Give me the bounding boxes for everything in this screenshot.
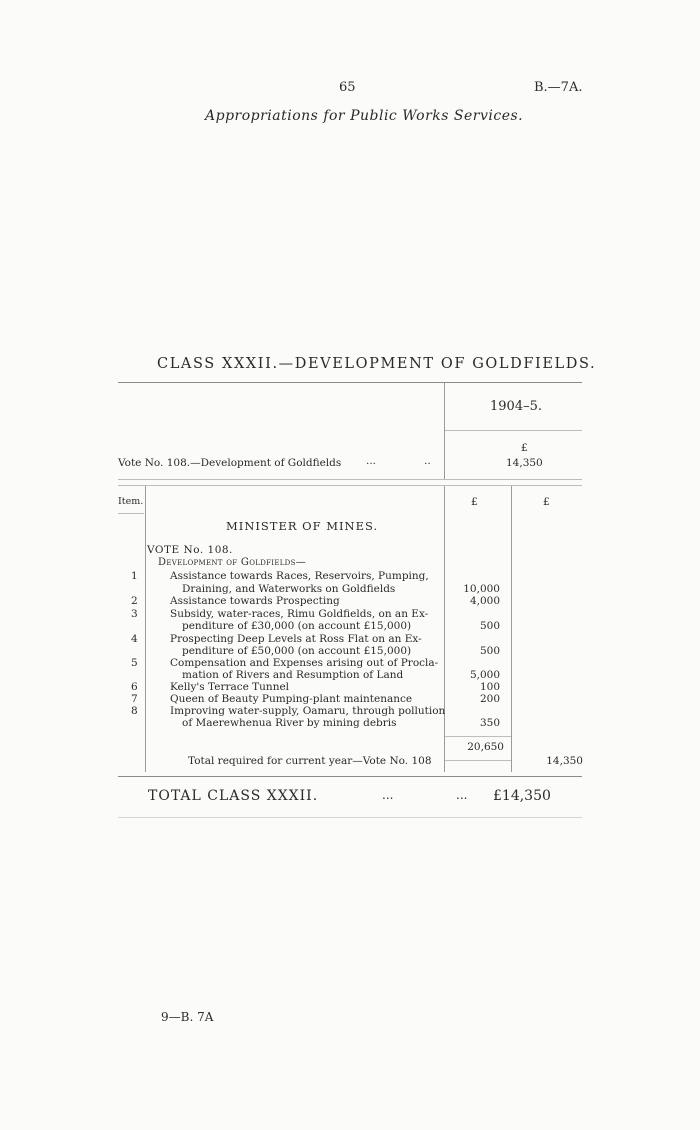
item-amount: 500 <box>479 645 500 657</box>
leader-dots: ... <box>382 788 394 802</box>
subheading: Development of Goldfields— <box>158 557 306 568</box>
item-column-divider <box>145 486 146 772</box>
item-description: Compensation and Expenses arising out of Procla- <box>170 657 439 669</box>
minister-heading: MINISTER OF MINES. <box>226 519 379 533</box>
leader-dots: ... <box>366 455 377 467</box>
grand-total-top-rule <box>118 776 582 777</box>
item-description: Draining, and Waterworks on Goldfields <box>182 583 396 595</box>
vote-108-amount: 14,350 <box>506 457 543 469</box>
total-required-amount: 14,350 <box>546 755 583 767</box>
summary-bottom-rule <box>118 479 582 480</box>
item-description: Prospecting Deep Levels at Ross Flat on an Ex- <box>170 633 422 645</box>
class-heading: CLASS XXXII.—DEVELOPMENT OF GOLDFIELDS. <box>157 356 597 372</box>
subtotal-amount: 20,650 <box>467 741 504 753</box>
item-amount: 350 <box>479 717 500 729</box>
summary-column-divider <box>444 383 445 479</box>
leader-dots: .. <box>424 455 431 467</box>
item-amount: 10,000 <box>463 583 500 595</box>
printer-signature: 9—B. 7A <box>161 1010 214 1024</box>
amount-column-header: £ <box>471 496 478 508</box>
item-description: Assistance towards Races, Reservoirs, Pumping, <box>170 570 429 582</box>
item-number: 3 <box>131 608 138 620</box>
page-number: 65 <box>339 80 356 95</box>
item-amount: 4,000 <box>469 595 500 607</box>
leader-dots: ... <box>456 788 468 802</box>
item-number: 1 <box>131 570 138 582</box>
item-column-header: Item. <box>118 496 144 507</box>
detail-top-rule <box>118 485 582 486</box>
page-title: Appropriations for Public Works Services. <box>205 108 524 124</box>
summary-year-header: 1904–5. <box>490 399 542 414</box>
item-number: 8 <box>131 705 138 717</box>
amount-column-divider <box>444 486 445 772</box>
total-required-label: Total required for current year—Vote No. 108 <box>188 755 432 767</box>
item-amount: 200 <box>479 693 500 705</box>
item-description: Kelly's Terrace Tunnel <box>170 681 290 693</box>
total-column-header: £ <box>543 496 550 508</box>
item-number: 2 <box>131 595 138 607</box>
item-number: 5 <box>131 657 138 669</box>
summary-currency: £ <box>521 442 528 454</box>
item-description: of Maerewhenua River by mining debris <box>182 717 397 729</box>
vote-108-label: Vote No. 108.—Development of Goldfields <box>118 457 342 469</box>
item-description: mation of Rivers and Resumption of Land <box>182 669 404 681</box>
item-number: 6 <box>131 681 138 693</box>
grand-total-amount: £14,350 <box>493 788 551 804</box>
subtotal-rule <box>445 736 511 737</box>
item-description: Assistance towards Prospecting <box>170 595 340 607</box>
item-amount: 100 <box>479 681 500 693</box>
item-number: 7 <box>131 693 138 705</box>
item-description: penditure of £50,000 (on account £15,000) <box>182 645 412 657</box>
total-column-divider <box>511 486 512 772</box>
grand-total-label: TOTAL CLASS XXXII. <box>148 788 319 804</box>
item-description: penditure of £30,000 (on account £15,000) <box>182 620 412 632</box>
total-rule <box>445 760 511 761</box>
item-description: Queen of Beauty Pumping-plant maintenance <box>170 693 413 705</box>
item-amount: 500 <box>479 620 500 632</box>
item-description: Subsidy, water-races, Rimu Goldfields, on an Ex- <box>170 608 429 620</box>
document-reference: B.—7A. <box>534 80 583 95</box>
summary-top-rule <box>118 382 582 383</box>
grand-total-bottom-rule <box>118 817 582 818</box>
item-amount: 5,000 <box>469 669 500 681</box>
summary-year-rule <box>445 430 582 431</box>
item-header-rule <box>118 513 144 514</box>
item-description: Improving water-supply, Oamaru, through pollution <box>170 705 446 717</box>
vote-heading: VOTE No. 108. <box>147 544 233 556</box>
item-number: 4 <box>131 633 138 645</box>
